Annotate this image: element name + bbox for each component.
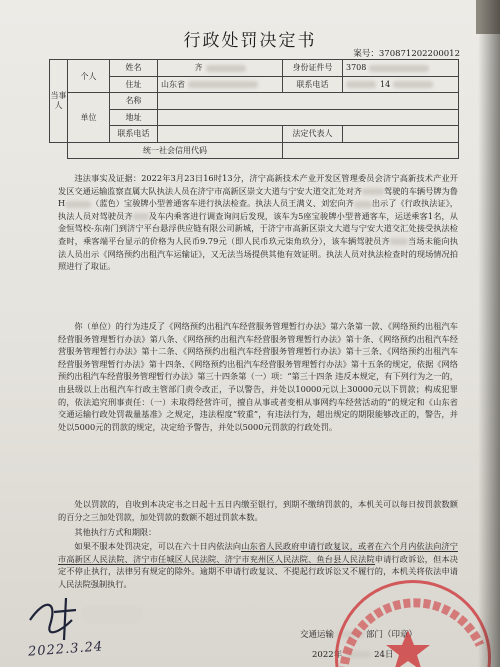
phone-value: 14 [343, 76, 459, 93]
unit-phone-value [158, 126, 283, 143]
seal-star-icon [385, 628, 431, 667]
party-label: 当事人 [50, 60, 68, 143]
individual-label: 个人 [68, 60, 110, 93]
unit-phone-label: 联系电话 [110, 126, 158, 143]
credit-code-value [283, 142, 459, 159]
id-value: 3708 [343, 60, 459, 77]
address-value: 山东省 [158, 76, 283, 93]
name-value: 齐 [158, 60, 283, 77]
unit-address-value [158, 109, 459, 126]
unit-label: 单位 [68, 93, 110, 143]
violation-paragraph: 你（单位）的行为违反了《网络预约出租汽车经营服务管理暂行办法》第六条第一款、《网络预约出租汽车经营服务管理暂行办法》第八条、《网络预约出租汽车经营服务管理暂行办法》第十条、《网络预约出租汽车经营服务管理暂行办法》第十二条、《网络预约出租汽车经营服务管理暂行办法》第十三条、《网络预约出租汽车经营服务管理暂行办法》第十四条、《网络预约出租汽车经营服务管理暂行办法》第十五条的规定，依据《网络预约出租汽车经营服务管理暂行办法》第三十四条第（一）项：“第三十四条 违反本规定，有下列行为之一的，由县级以上出租汽车行政主管部门责令改正，予以警告，并处以10000元以上30000元以下罚款；构成犯罪的，依法追究刑事责任：（一）未取得经营许可，擅自从事或者变相从事网约车经营活动的”的规定和《山东省交通运输行政处罚裁量基准》之规定，违法程度“较重”，有违法行为，超出规定的期限能够改正的，警告，并处以5000元的罚款的规定，决定给予警告，并处以5000元罚款的行政处罚。 [58, 321, 458, 432]
facts-paragraph: 违法事实及证据：2022年3月23日16时13分，济宁高新技术产业开发区管理委员会济宁高新技术产业开发区交通运输监察直属大队执法人员在济宁市高新区崇文大道与宁安大道交汇处对齐 驾驶的车辆号牌为鲁H （蓝色）宝骏牌小型普通客车进行执法检查。执法人员王满义、刘宏向齐 出示了《行政执法证》，执法人员对驾驶员齐 及车内乘客进行调查询问后发现，该车为5座宝骏牌小型普通客车，运送乘客1名，从金恒驾校-东南门到济宁平台悬浮供应链有限公司新城，于济宁市高新区崇文大道与宁安大道交汇处接受执法检查时，乘客端平台显示的价格为人民币9.79元（即人民币玖元柒角玖分），该车辆驾驶员齐 当场未能向执法人员出示《网络预约出租汽车运输证》，又无法当场提供其他有效证明。执法人员对执法检查时的现场情况拍照进行了取证。 [58, 173, 458, 272]
issuing-office: 交通运输 部门（印章） [300, 630, 418, 640]
table-gap [50, 142, 68, 159]
page-edge-shadow [478, 0, 500, 667]
id-label: 身份证件号 [283, 60, 343, 77]
case-number: 案号：370871202200012 [353, 49, 460, 59]
party-info-table [49, 59, 459, 159]
unit-address-label: 地址 [110, 109, 158, 126]
phone-label: 联系电话 [283, 76, 343, 93]
address-label: 住址 [110, 76, 158, 93]
name-label: 姓名 [110, 60, 158, 77]
credit-code-label: 统一社会信用代码 [68, 142, 283, 159]
legal-rep-value [343, 126, 459, 143]
document-title: 行政处罚决定书 [183, 31, 317, 51]
appeal-paragraph: 如果不服本处罚决定，可以在六十日内依法向山东省人民政府申请行政复议，或者在六个月内依法向济宁市高新区人民法院、济宁市任城区人民法院、济宁市兖州区人民法院、鱼台县人民法院申请行政诉讼，但本决定不停止执行，法律另有规定的除外。逾期不申请行政复议、不提起行政诉讼又不履行的，本机关将依法申请人民法院强制执行。 [58, 541, 458, 589]
legal-rep-label: 法定代表人 [283, 126, 343, 143]
other-execution: 其他执行方式和期限： [74, 527, 157, 537]
unit-name-value [158, 93, 459, 110]
issue-date: 2022年 24日 [312, 650, 394, 660]
payment-paragraph: 处以罚款的，自收到本决定书之日起十五日内缴至银行，到期不缴纳罚款的，本机关可以每日按罚款数额的百分之三加处罚款，加处罚款的数额不超过罚款本数。 [58, 499, 458, 522]
unit-name-label: 名称 [110, 93, 158, 110]
handwritten-date: 2022.3.24 [27, 639, 104, 660]
